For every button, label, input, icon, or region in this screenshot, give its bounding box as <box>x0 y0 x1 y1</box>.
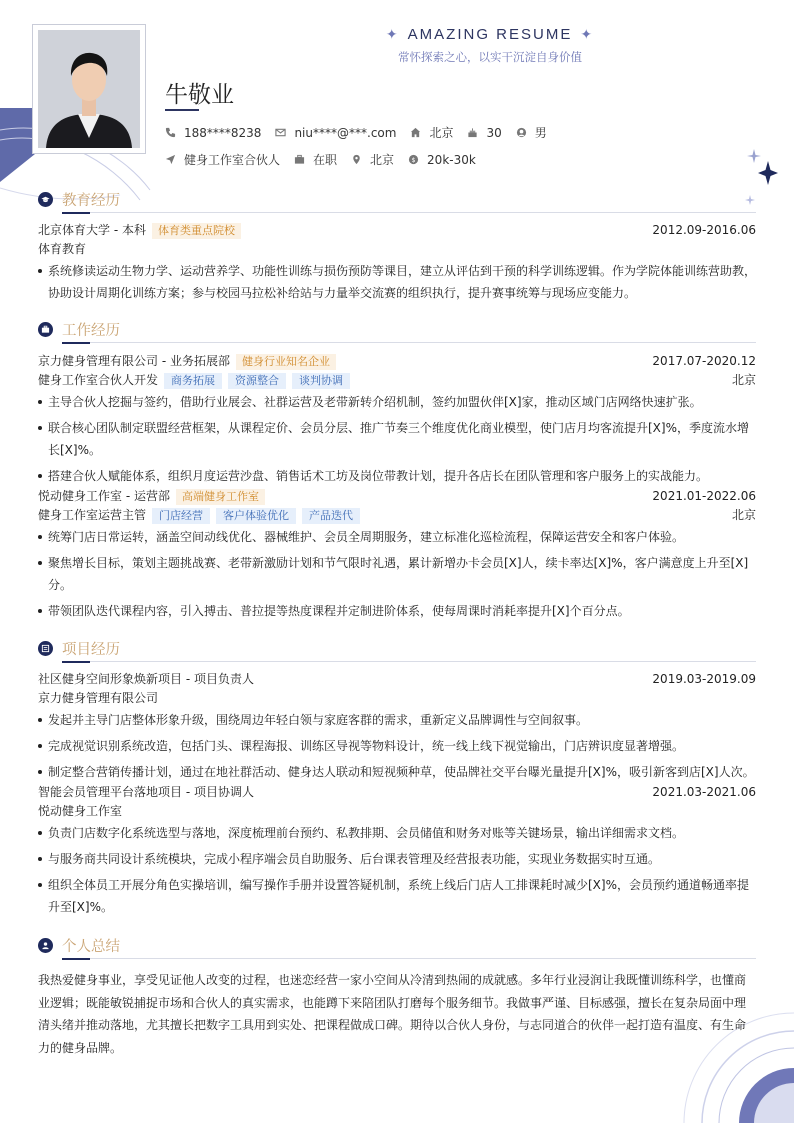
skill-tag: 门店经营 <box>152 508 210 524</box>
list-item: 发起并主导门店整体形象升级，围绕周边年轻白领与家庭客群的需求，重新定义品牌调性与空间叙事。 <box>38 709 756 731</box>
project-org: 悦动健身工作室 <box>38 804 123 818</box>
list-item: 与服务商共同设计系统模块，完成小程序端会员自助服务、后台课表管理及经营报表功能，实现业务数据实时互通。 <box>38 848 756 870</box>
location-text: 北京 <box>370 153 395 167</box>
age-item <box>467 126 501 140</box>
project-bullets <box>38 822 756 918</box>
work-section <box>38 318 756 626</box>
diamond-star-icon: ✦ <box>385 26 400 42</box>
education-period: 2012.09-2016.06 <box>652 223 756 237</box>
section-title: 工作经历 <box>62 322 120 339</box>
projects-section <box>38 637 756 922</box>
section-title: 教育经历 <box>62 192 120 209</box>
briefcase-icon <box>294 154 305 165</box>
user-icon <box>38 938 53 953</box>
list-item: 聚焦增长目标，策划主题挑战赛、老带新激励计划和节气限时礼遇，累计新增办卡会员[X]人，续卡率达[X]%，客户满意度上升至[X]分。 <box>38 552 756 596</box>
summary-section <box>38 934 756 1059</box>
job-intent-row <box>165 151 490 168</box>
position-text: 健身工作室合伙人 <box>184 153 281 167</box>
profile-photo <box>38 30 140 148</box>
project-name: 智能会员管理平台落地项目 - 项目协调人 <box>38 785 254 799</box>
job-role-row <box>38 506 756 525</box>
skill-tag: 资源整合 <box>228 373 286 389</box>
education-bullets <box>38 260 756 304</box>
portrait-image <box>38 30 140 148</box>
project-bullets <box>38 709 756 783</box>
gender-text: 男 <box>534 126 547 140</box>
position-item <box>165 151 280 168</box>
name-underline <box>165 109 199 111</box>
resume-title-line <box>330 26 650 43</box>
list-item: 搭建合伙人赋能体系，组织月度运营沙盘、销售话术工坊及岗位带教计划，提升各店长在团队管理和客户服务上的实战能力。 <box>38 465 756 487</box>
candidate-name: 牛敬业 <box>165 82 234 108</box>
list-item: 统筹门店日常运转，涵盖空间动线优化、器械维护、会员全周期服务，建立标准化巡检流程，保障运营安全和客户体验。 <box>38 526 756 548</box>
section-header <box>38 188 756 210</box>
mail-icon <box>275 127 286 138</box>
job-bullets <box>38 526 756 622</box>
project-period: 2021.03-2021.06 <box>652 785 756 799</box>
status-text: 在职 <box>313 153 338 167</box>
section-divider <box>38 958 756 960</box>
money-icon <box>408 154 419 165</box>
section-title: 个人总结 <box>62 938 120 955</box>
job-period: 2021.01-2022.06 <box>652 489 756 503</box>
skill-tag: 客户体验优化 <box>216 508 296 524</box>
graduation-icon <box>38 192 53 207</box>
city-item <box>410 124 453 141</box>
resume-title: AMAZING RESUME <box>407 26 573 43</box>
project-name: 社区健身空间形象焕新项目 - 项目负责人 <box>38 672 254 686</box>
list-item: 系统修读运动生物力学、运动营养学、功能性训练与损伤预防等课目，建立从评估到干预的科学训练逻辑。作为学院体能训练营助教，协助设计周期化训练方案；参与校园马拉松补给站与力量举交流赛的组织执行，提升赛事统筹与现场应变能力。 <box>38 260 756 304</box>
location-item <box>351 151 394 168</box>
email-text: niu****@***.com <box>294 125 397 140</box>
svg-text:$: $ <box>411 155 416 164</box>
age-text: 30 <box>486 125 502 140</box>
company-name: 悦动健身工作室 - 运营部 <box>38 489 170 503</box>
section-divider <box>38 661 756 663</box>
section-header <box>38 637 756 659</box>
job-header-row <box>38 352 756 371</box>
project-header-row <box>38 783 756 802</box>
gender-item <box>516 124 547 141</box>
major-row <box>38 240 756 259</box>
school-tag: 体育类重点院校 <box>152 223 241 239</box>
project-org: 京力健身管理有限公司 <box>38 691 159 705</box>
company-tag: 健身行业知名企业 <box>236 354 336 370</box>
contact-row <box>165 124 561 141</box>
job-location: 北京 <box>731 373 756 387</box>
pin-icon <box>351 154 362 165</box>
job-period: 2017.07-2020.12 <box>652 354 756 368</box>
job-header-row <box>38 487 756 506</box>
list-item: 联合核心团队制定联盟经营框架，从课程定价、会员分层、推广节奏三个维度优化商业模型，使门店月均客流提升[X]%，季度流水增长[X]%。 <box>38 417 756 461</box>
list-item: 制定整合营销传播计划，通过在地社群活动、健身达人联动和短视频种草，使品牌社交平台曝光量提升[X]%，吸引新客到店[X]人次。 <box>38 761 756 783</box>
work-icon <box>38 322 53 337</box>
skill-tag: 产品迭代 <box>302 508 360 524</box>
phone-text: 188****8238 <box>184 125 262 140</box>
project-period: 2019.03-2019.09 <box>652 672 756 686</box>
section-divider <box>38 212 756 214</box>
company-tag: 高端健身工作室 <box>176 489 265 505</box>
major: 体育教育 <box>38 242 87 256</box>
gender-icon <box>516 127 527 138</box>
project-icon <box>38 641 53 656</box>
list-item: 主导合伙人挖掘与签约，借助行业展会、社群运营及老带新转介绍机制，签约加盟伙伴[X]家，推动区域门店网络快速扩张。 <box>38 391 756 413</box>
list-item: 完成视觉识别系统改造，包括门头、课程海报、训练区导视等物料设计，统一线上线下视觉输出，门店辨识度显著增强。 <box>38 735 756 757</box>
status-item <box>294 151 337 168</box>
profile-photo-frame <box>32 24 146 154</box>
cake-icon <box>467 127 478 138</box>
section-title: 项目经历 <box>62 641 120 658</box>
project-org-row <box>38 802 756 821</box>
education-section <box>38 188 756 308</box>
motto: 常怀探索之心，以实干沉淀自身价值 <box>398 50 582 64</box>
section-header <box>38 318 756 340</box>
email-item <box>275 126 396 140</box>
home-icon <box>410 127 421 138</box>
summary-text: 我热爱健身事业，享受见证他人改变的过程，也迷恋经营一家小空间从冷清到热闹的成就感。多年行业浸润让我既懂训练科学，也懂商业逻辑；既能敏锐捕捉市场和合伙人的真实需求，也能蹲下来陪团队打磨每个服务细节。我做事严谨、目标感强，擅长在复杂局面中理清头绪并推动落地，尤其擅长把数字工具用到实处、把课程做成口碑。期待以合伙人身份，与志同道合的伙伴一起打造有温度、有生命力的健身品牌。 <box>38 973 747 1055</box>
salary-text: 20k-30k <box>427 152 476 167</box>
phone-icon <box>165 127 176 138</box>
section-divider <box>38 342 756 344</box>
skill-tag: 商务拓展 <box>164 373 222 389</box>
school-name: 北京体育大学 - 本科 <box>38 223 146 237</box>
job-location: 北京 <box>731 508 756 522</box>
send-icon <box>165 154 176 165</box>
skill-tag: 谈判协调 <box>292 373 350 389</box>
education-row <box>38 221 756 240</box>
job-role: 健身工作室运营主管 <box>38 508 147 522</box>
project-org-row <box>38 689 756 708</box>
phone-item <box>165 126 261 140</box>
salary-item <box>408 153 476 167</box>
project-header-row <box>38 670 756 689</box>
company-name: 京力健身管理有限公司 - 业务拓展部 <box>38 354 230 368</box>
section-header <box>38 934 756 956</box>
job-role-row <box>38 371 756 390</box>
list-item: 组织全体员工开展分角色实操培训，编写操作手册并设置答疑机制，系统上线后门店人工排课耗时减少[X]%，会员预约通道畅通率提升至[X]%。 <box>38 874 756 918</box>
diamond-star-icon: ✦ <box>580 26 595 42</box>
resume-header <box>330 26 650 65</box>
list-item: 带领团队迭代课程内容，引入搏击、普拉提等热度课程并定制进阶体系，使每周课时消耗率提升[X]个百分点。 <box>38 600 756 622</box>
city-text: 北京 <box>429 126 454 140</box>
job-bullets <box>38 391 756 487</box>
job-role: 健身工作室合伙人开发 <box>38 373 159 387</box>
list-item: 负责门店数字化系统选型与落地，深度梳理前台预约、私教排期、会员储值和财务对账等关键场景，输出详细需求文档。 <box>38 822 756 844</box>
